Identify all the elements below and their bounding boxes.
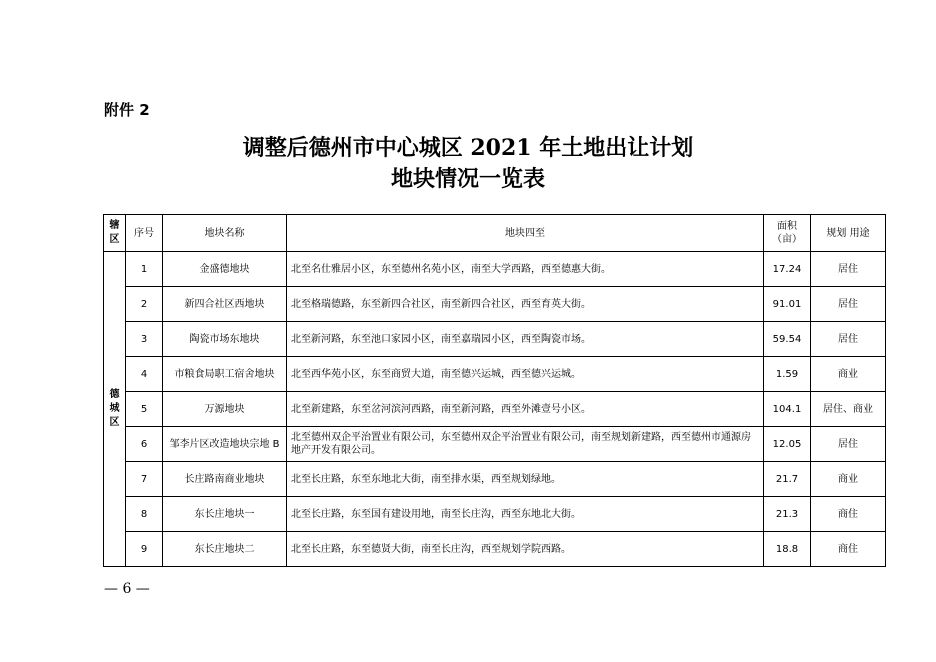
row-name: 东长庄地块一 — [163, 497, 287, 532]
row-boundary: 北至长庄路，东至东地北大街，南至排水渠，西至规划绿地。 — [287, 462, 764, 497]
attachment-label: 附件 2 — [104, 101, 150, 119]
row-number: 7 — [126, 462, 163, 497]
row-number: 4 — [126, 357, 163, 392]
table-header-row — [104, 215, 886, 252]
row-name: 长庄路南商业地块 — [163, 462, 287, 497]
row-name: 金盛德地块 — [163, 252, 287, 287]
row-area: 59.54 — [764, 322, 811, 357]
page-number: — 6 — — [104, 581, 150, 597]
row-name: 邹李片区改造地块宗地 B — [163, 427, 287, 462]
row-boundary: 北至名仕雅居小区，东至德州名苑小区，南至大学西路，西至德惠大街。 — [287, 252, 764, 287]
row-use: 商业 — [811, 462, 886, 497]
header-number: 序号 — [126, 215, 163, 252]
row-boundary: 北至格瑞德路，东至新四合社区，南至新四合社区，西至育英大街。 — [287, 287, 764, 322]
row-use: 商住 — [811, 532, 886, 567]
header-district: 辖区 — [104, 215, 126, 252]
row-number: 5 — [126, 392, 163, 427]
header-area: 面积（亩） — [764, 215, 811, 252]
table-row — [104, 252, 886, 287]
table-row — [104, 532, 886, 567]
row-name: 市粮食局职工宿舍地块 — [163, 357, 287, 392]
table-row — [104, 462, 886, 497]
row-boundary: 北至新河路，东至池口家园小区，南至嘉瑞园小区，西至陶瓷市场。 — [287, 322, 764, 357]
row-name: 新四合社区西地块 — [163, 287, 287, 322]
header-use: 规划 用途 — [811, 215, 886, 252]
row-boundary: 北至长庄路，东至国有建设用地，南至长庄沟，西至东地北大街。 — [287, 497, 764, 532]
row-area: 17.24 — [764, 252, 811, 287]
land-plan-table — [103, 214, 886, 567]
document-title-line-2: 地块情况一览表 — [390, 166, 545, 192]
row-name: 东长庄地块二 — [163, 532, 287, 567]
row-number: 6 — [126, 427, 163, 462]
row-number: 9 — [126, 532, 163, 567]
row-area: 21.3 — [764, 497, 811, 532]
row-area: 12.05 — [764, 427, 811, 462]
row-use: 居住 — [811, 287, 886, 322]
row-number: 8 — [126, 497, 163, 532]
row-number: 2 — [126, 287, 163, 322]
table-row — [104, 427, 886, 462]
row-use: 居住 — [811, 427, 886, 462]
table-row — [104, 497, 886, 532]
district-cell: 德城区 — [104, 252, 126, 567]
document-title-line-1: 调整后德州市中心城区 2021 年土地出让计划 — [242, 135, 694, 161]
row-use: 居住 — [811, 252, 886, 287]
row-area: 1.59 — [764, 357, 811, 392]
header-name: 地块名称 — [163, 215, 287, 252]
row-area: 21.7 — [764, 462, 811, 497]
row-use: 商住 — [811, 497, 886, 532]
row-area: 104.1 — [764, 392, 811, 427]
table-row — [104, 322, 886, 357]
row-number: 3 — [126, 322, 163, 357]
row-number: 1 — [126, 252, 163, 287]
table-row — [104, 357, 886, 392]
table-row — [104, 287, 886, 322]
row-boundary: 北至西华苑小区，东至商贸大道，南至德兴运城，西至德兴运城。 — [287, 357, 764, 392]
row-boundary: 北至长庄路，东至德贤大街，南至长庄沟，西至规划学院西路。 — [287, 532, 764, 567]
row-name: 陶瓷市场东地块 — [163, 322, 287, 357]
row-boundary: 北至德州双企平治置业有限公司，东至德州双企平治置业有限公司，南至规划新建路，西至德州市通源房地产开发有限公司。 — [287, 427, 764, 462]
row-use: 商业 — [811, 357, 886, 392]
table-row — [104, 392, 886, 427]
row-name: 万源地块 — [163, 392, 287, 427]
row-area: 18.8 — [764, 532, 811, 567]
row-boundary: 北至新建路，东至岔河滨河西路，南至新河路，西至外滩壹号小区。 — [287, 392, 764, 427]
row-use: 居住、商业 — [811, 392, 886, 427]
header-boundary: 地块四至 — [287, 215, 764, 252]
row-area: 91.01 — [764, 287, 811, 322]
row-use: 居住 — [811, 322, 886, 357]
